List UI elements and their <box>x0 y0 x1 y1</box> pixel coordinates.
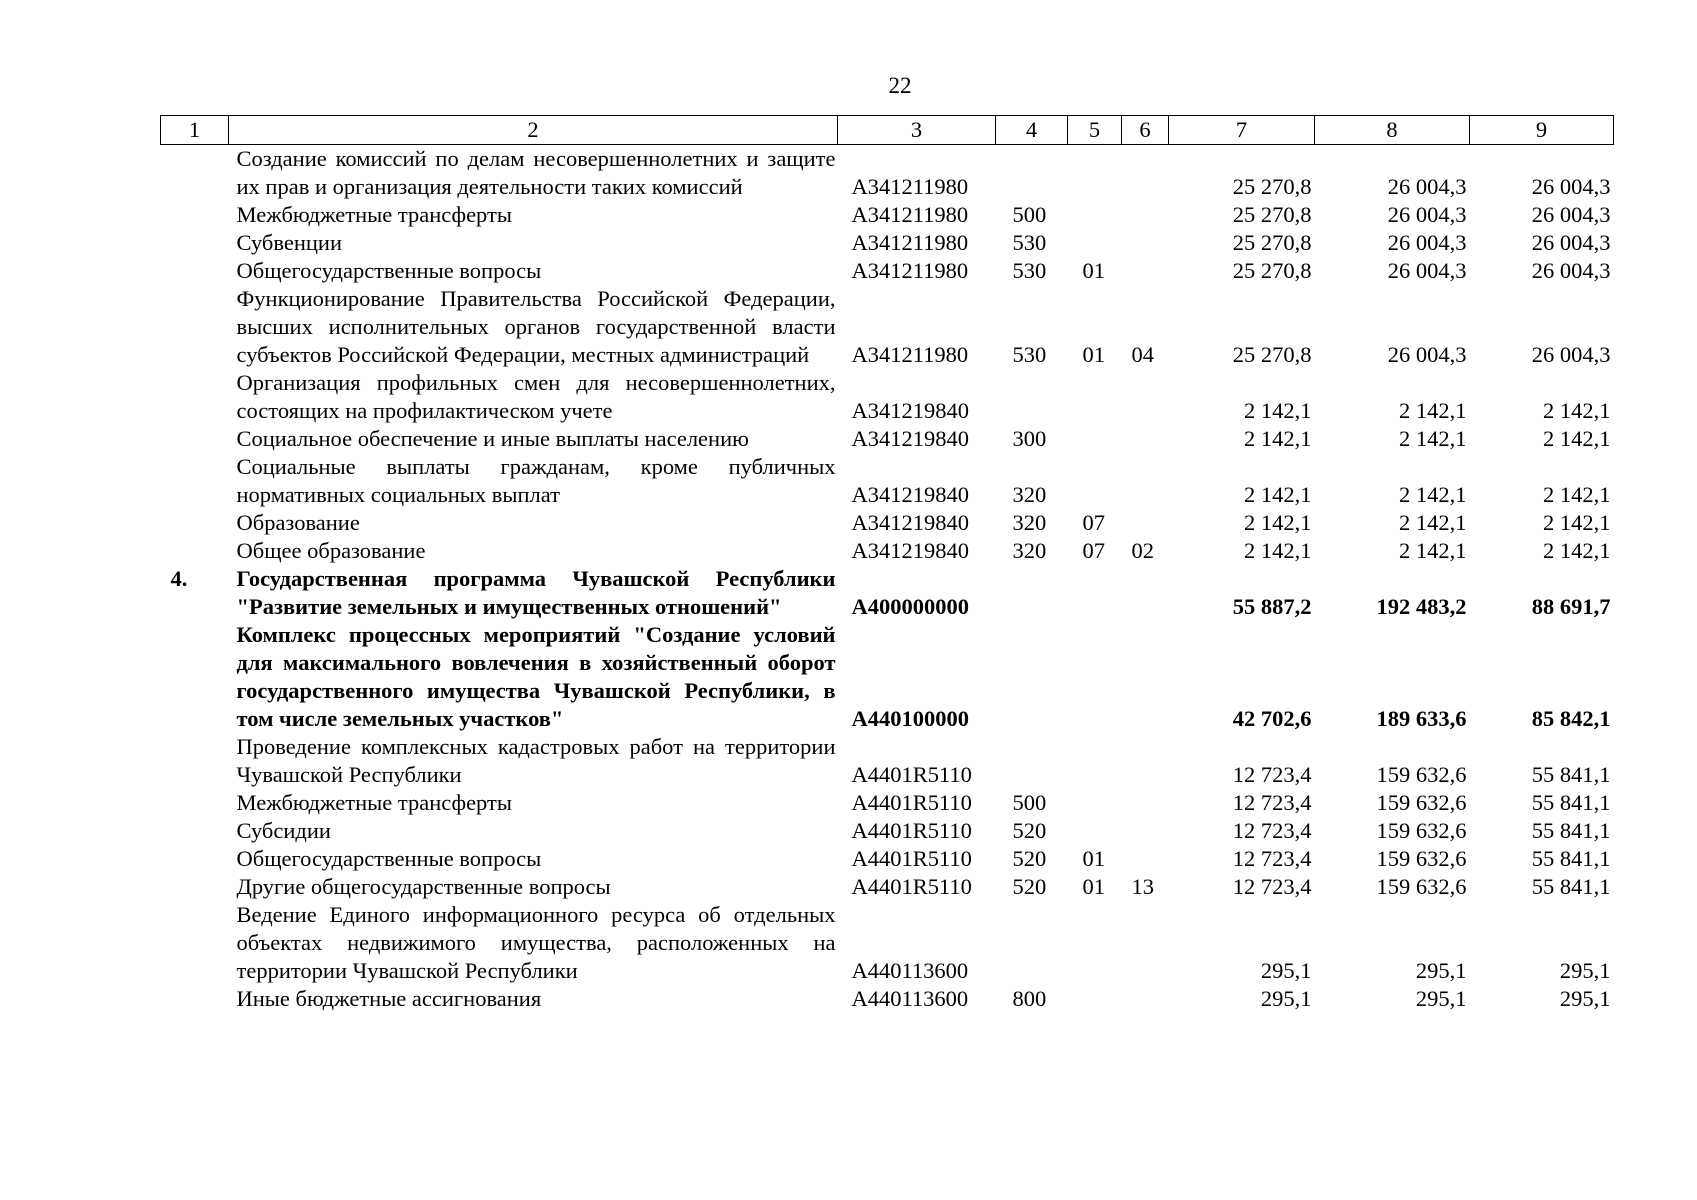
section <box>1068 789 1122 817</box>
target-code: А341219840 <box>851 398 969 423</box>
row-name: Социальное обеспечение и иные выплаты населению <box>236 426 749 451</box>
subsection <box>1122 621 1169 733</box>
column-number-row <box>161 116 1614 145</box>
row-number <box>161 789 229 817</box>
amount-col9: 26 004,3 <box>1531 230 1611 255</box>
row-name: Организация профильных смен для несовершеннолетних, состоящих на профилактическом учете <box>236 370 836 423</box>
row-number <box>161 985 229 1013</box>
row-name: Создание комиссий по делам несовершеннолетних и защите их прав и организация деятельности таких комиссий <box>236 146 836 199</box>
amount-col7: 12 723,4 <box>1232 874 1312 899</box>
subsection <box>1122 985 1169 1013</box>
subsection: 04 <box>1131 342 1154 367</box>
column-header: 2 <box>229 116 838 145</box>
target-code: А4401R5110 <box>851 874 972 899</box>
subsection <box>1122 201 1169 229</box>
amount-col9: 26 004,3 <box>1531 202 1611 227</box>
target-code: А440113600 <box>851 958 969 983</box>
target-code: А341211980 <box>851 230 969 255</box>
section: 01 <box>1082 874 1105 899</box>
subsection: 13 <box>1131 874 1154 899</box>
row-number <box>161 425 229 453</box>
subsection <box>1122 369 1169 425</box>
column-header: 6 <box>1122 116 1169 145</box>
row-name: Субвенции <box>236 230 342 255</box>
column-header: 9 <box>1470 116 1614 145</box>
amount-col8: 26 004,3 <box>1387 342 1467 367</box>
expense-type: 530 <box>1012 230 1047 255</box>
amount-col9: 295,1 <box>1559 958 1611 983</box>
section: 01 <box>1082 846 1105 871</box>
row-number <box>161 257 229 285</box>
row-number <box>161 621 229 733</box>
table-row <box>161 845 1614 873</box>
row-number <box>161 145 229 202</box>
amount-col9: 295,1 <box>1559 986 1611 1011</box>
table-row <box>161 789 1614 817</box>
table-row <box>161 201 1614 229</box>
subsection <box>1122 229 1169 257</box>
expense-type: 300 <box>1012 426 1047 451</box>
row-number <box>161 817 229 845</box>
amount-col8: 159 632,6 <box>1376 846 1467 871</box>
column-header: 1 <box>161 116 229 145</box>
expense-type: 500 <box>1012 202 1047 227</box>
section: 01 <box>1082 258 1105 283</box>
row-name: Государственная программа Чувашской Республики "Развитие земельных и имущественных отношений" <box>236 566 836 619</box>
table-row <box>161 229 1614 257</box>
amount-col7: 295,1 <box>1260 986 1312 1011</box>
section <box>1068 565 1122 621</box>
section <box>1068 453 1122 509</box>
target-code: А4401R5110 <box>851 818 972 843</box>
table-row <box>161 817 1614 845</box>
table-row <box>161 425 1614 453</box>
amount-col8: 2 142,1 <box>1399 426 1467 451</box>
row-name: Субсидии <box>236 818 331 843</box>
row-number <box>161 509 229 537</box>
amount-col9: 55 841,1 <box>1531 790 1611 815</box>
expense-type: 500 <box>1012 790 1047 815</box>
amount-col7: 12 723,4 <box>1232 790 1312 815</box>
target-code: А440113600 <box>851 986 969 1011</box>
section <box>1068 901 1122 985</box>
row-number <box>161 453 229 509</box>
target-code: А341211980 <box>851 202 969 227</box>
budget-table <box>160 115 1614 1013</box>
amount-col8: 26 004,3 <box>1387 174 1467 199</box>
amount-col7: 25 270,8 <box>1232 258 1312 283</box>
section <box>1068 369 1122 425</box>
table-row <box>161 145 1614 202</box>
amount-col8: 192 483,2 <box>1376 594 1467 619</box>
subsection <box>1122 425 1169 453</box>
row-number <box>161 201 229 229</box>
row-name: Функционирование Правительства Российской Федерации, высших исполнительных органов государственной власти субъектов Российской Федерации, местных администраций <box>236 286 836 367</box>
row-number <box>161 845 229 873</box>
amount-col7: 25 270,8 <box>1232 202 1312 227</box>
amount-col7: 2 142,1 <box>1244 398 1312 423</box>
subsection <box>1122 845 1169 873</box>
amount-col8: 159 632,6 <box>1376 790 1467 815</box>
amount-col7: 2 142,1 <box>1244 510 1312 535</box>
target-code: А341211980 <box>851 174 969 199</box>
amount-col9: 26 004,3 <box>1531 258 1611 283</box>
row-name: Общегосударственные вопросы <box>236 846 542 871</box>
amount-col9: 55 841,1 <box>1531 846 1611 871</box>
amount-col8: 2 142,1 <box>1399 398 1467 423</box>
row-name: Другие общегосударственные вопросы <box>236 874 611 899</box>
subsection <box>1122 817 1169 845</box>
amount-col8: 159 632,6 <box>1376 762 1467 787</box>
section <box>1068 733 1122 789</box>
expense-type <box>996 901 1068 985</box>
amount-col7: 42 702,6 <box>1232 706 1312 731</box>
row-name: Социальные выплаты гражданам, кроме публичных нормативных социальных выплат <box>236 454 836 507</box>
table-row <box>161 901 1614 985</box>
target-code: А341211980 <box>851 342 969 367</box>
row-number <box>161 537 229 565</box>
expense-type: 530 <box>1012 258 1047 283</box>
amount-col7: 12 723,4 <box>1232 762 1312 787</box>
amount-col7: 12 723,4 <box>1232 846 1312 871</box>
column-header: 3 <box>838 116 996 145</box>
row-name: Общее образование <box>236 538 426 563</box>
amount-col8: 2 142,1 <box>1399 538 1467 563</box>
amount-col8: 26 004,3 <box>1387 258 1467 283</box>
table-row <box>161 873 1614 901</box>
amount-col8: 295,1 <box>1415 986 1467 1011</box>
row-name: Комплекс процессных мероприятий "Создание условий для максимального вовлечения в хозяйственный оборот государственного имущества Чувашской Республики, в том числе земельных участков" <box>236 622 836 731</box>
expense-type <box>996 565 1068 621</box>
section <box>1068 145 1122 202</box>
row-name: Иные бюджетные ассигнования <box>236 986 542 1011</box>
column-header: 4 <box>996 116 1068 145</box>
subsection <box>1122 145 1169 202</box>
section: 01 <box>1082 342 1105 367</box>
row-number <box>161 369 229 425</box>
amount-col7: 25 270,8 <box>1232 342 1312 367</box>
amount-col9: 26 004,3 <box>1531 174 1611 199</box>
amount-col9: 88 691,7 <box>1531 594 1611 619</box>
row-name: Ведение Единого информационного ресурса об отдельных объектах недвижимого имущества, расположенных на территории Чувашской Республики <box>236 902 836 983</box>
table-row <box>161 453 1614 509</box>
amount-col7: 2 142,1 <box>1244 538 1312 563</box>
table-row <box>161 733 1614 789</box>
subsection <box>1122 789 1169 817</box>
expense-type <box>996 145 1068 202</box>
expense-type: 320 <box>1012 538 1047 563</box>
amount-col7: 12 723,4 <box>1232 818 1312 843</box>
expense-type <box>996 733 1068 789</box>
section <box>1068 201 1122 229</box>
row-number <box>161 901 229 985</box>
amount-col9: 2 142,1 <box>1543 538 1611 563</box>
subsection <box>1122 901 1169 985</box>
table-header <box>161 116 1614 145</box>
expense-type: 520 <box>1012 846 1047 871</box>
amount-col8: 2 142,1 <box>1399 510 1467 535</box>
amount-col8: 159 632,6 <box>1376 874 1467 899</box>
expense-type: 520 <box>1012 818 1047 843</box>
column-header: 7 <box>1169 116 1315 145</box>
amount-col9: 55 841,1 <box>1531 874 1611 899</box>
amount-col9: 2 142,1 <box>1543 482 1611 507</box>
expense-type: 320 <box>1012 510 1047 535</box>
amount-col9: 26 004,3 <box>1531 342 1611 367</box>
row-name: Образование <box>236 510 360 535</box>
table-row <box>161 565 1614 621</box>
amount-col8: 26 004,3 <box>1387 202 1467 227</box>
section: 07 <box>1082 538 1105 563</box>
table-row <box>161 369 1614 425</box>
row-number: 4. <box>170 566 188 591</box>
subsection <box>1122 509 1169 537</box>
expense-type: 800 <box>1012 986 1047 1011</box>
amount-col7: 55 887,2 <box>1232 594 1312 619</box>
expense-type <box>996 369 1068 425</box>
expense-type: 530 <box>1012 342 1047 367</box>
amount-col8: 189 633,6 <box>1376 706 1467 731</box>
section <box>1068 229 1122 257</box>
target-code: А341219840 <box>851 482 969 507</box>
expense-type: 520 <box>1012 874 1047 899</box>
expense-type: 320 <box>1012 482 1047 507</box>
table-row <box>161 985 1614 1013</box>
target-code: А341219840 <box>851 426 969 451</box>
row-name: Межбюджетные трансферты <box>236 202 512 227</box>
page-number: 22 <box>888 73 912 98</box>
expense-type <box>996 621 1068 733</box>
amount-col8: 26 004,3 <box>1387 230 1467 255</box>
row-name: Общегосударственные вопросы <box>236 258 542 283</box>
target-code: А341219840 <box>851 510 969 535</box>
table-row <box>161 285 1614 369</box>
amount-col8: 159 632,6 <box>1376 818 1467 843</box>
subsection <box>1122 257 1169 285</box>
column-header: 5 <box>1068 116 1122 145</box>
amount-col9: 2 142,1 <box>1543 510 1611 535</box>
amount-col9: 55 841,1 <box>1531 762 1611 787</box>
table-body <box>161 145 1614 1014</box>
column-header: 8 <box>1315 116 1470 145</box>
amount-col9: 2 142,1 <box>1543 398 1611 423</box>
subsection <box>1122 733 1169 789</box>
section <box>1068 817 1122 845</box>
section <box>1068 425 1122 453</box>
target-code: А341219840 <box>851 538 969 563</box>
amount-col7: 2 142,1 <box>1244 482 1312 507</box>
section <box>1068 621 1122 733</box>
subsection <box>1122 453 1169 509</box>
section: 07 <box>1082 510 1105 535</box>
amount-col7: 2 142,1 <box>1244 426 1312 451</box>
table-row <box>161 537 1614 565</box>
row-number <box>161 285 229 369</box>
target-code: А400000000 <box>851 594 969 619</box>
row-number <box>161 873 229 901</box>
row-name: Проведение комплексных кадастровых работ на территории Чувашской Республики <box>236 734 836 787</box>
target-code: А440100000 <box>851 706 969 731</box>
table-row <box>161 509 1614 537</box>
section <box>1068 985 1122 1013</box>
target-code: А4401R5110 <box>851 790 972 815</box>
amount-col8: 295,1 <box>1415 958 1467 983</box>
amount-col9: 55 841,1 <box>1531 818 1611 843</box>
row-name: Межбюджетные трансферты <box>236 790 512 815</box>
amount-col7: 25 270,8 <box>1232 174 1312 199</box>
row-number <box>161 733 229 789</box>
target-code: А341211980 <box>851 258 969 283</box>
subsection: 02 <box>1131 538 1154 563</box>
target-code: А4401R5110 <box>851 762 972 787</box>
target-code: А4401R5110 <box>851 846 972 871</box>
amount-col7: 295,1 <box>1260 958 1312 983</box>
table-row <box>161 257 1614 285</box>
table-row <box>161 621 1614 733</box>
amount-col8: 2 142,1 <box>1399 482 1467 507</box>
row-number <box>161 229 229 257</box>
subsection <box>1122 565 1169 621</box>
amount-col9: 2 142,1 <box>1543 426 1611 451</box>
amount-col7: 25 270,8 <box>1232 230 1312 255</box>
amount-col9: 85 842,1 <box>1531 706 1611 731</box>
